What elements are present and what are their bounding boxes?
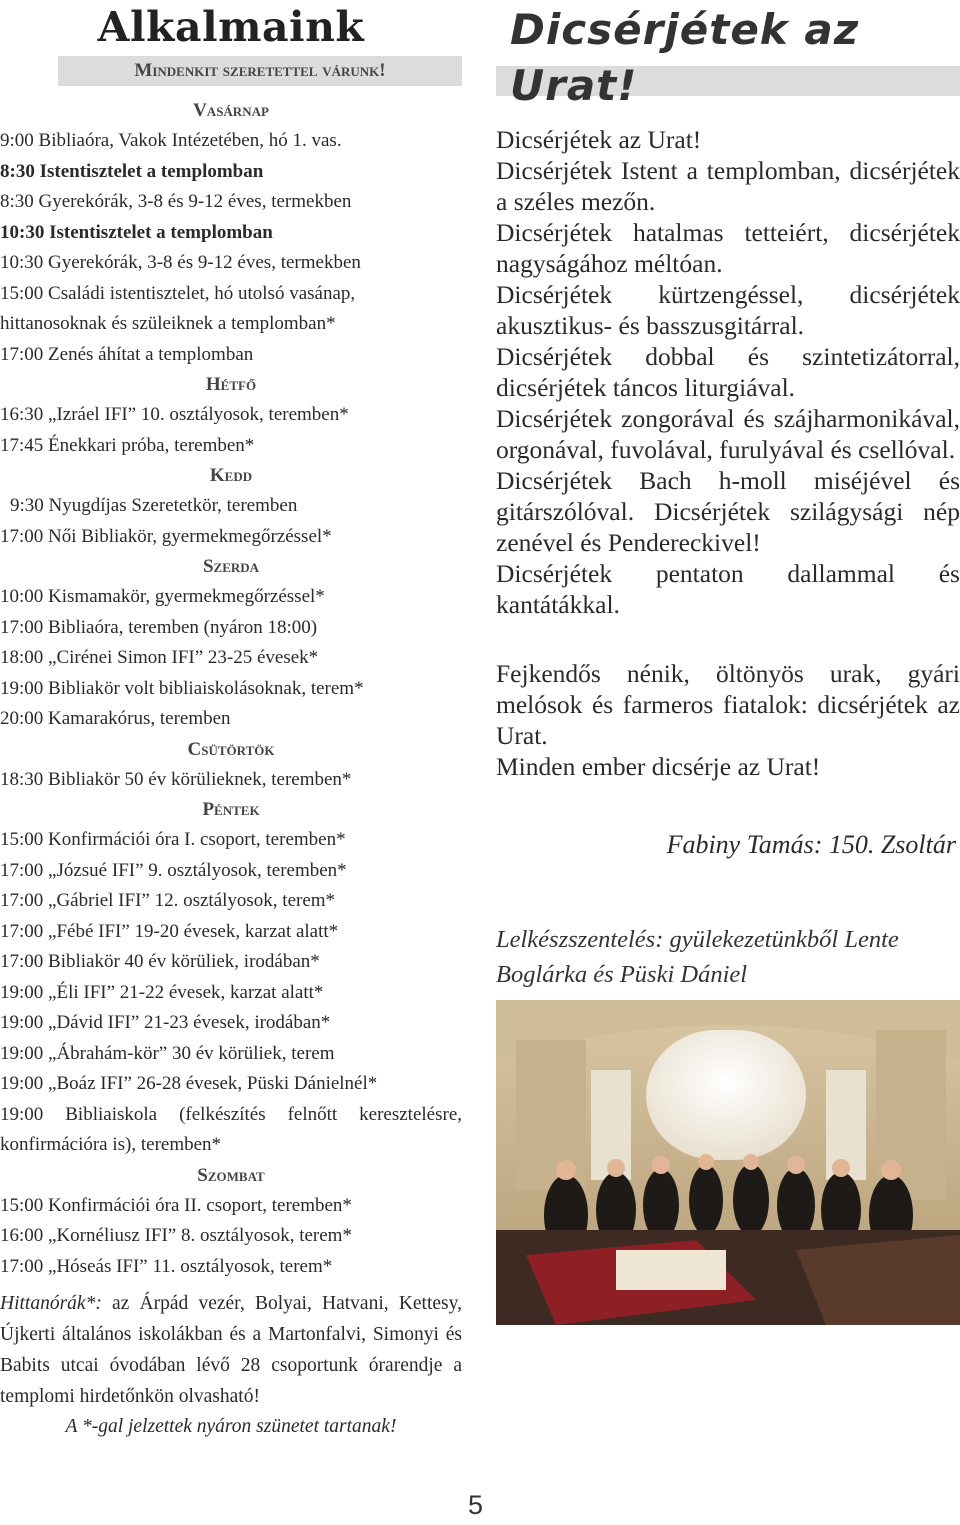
psalm-line: Dicsérjétek dobbal és szintetizátorral, dicsérjétek táncos liturgiával.: [496, 342, 960, 402]
schedule-item: 8:30 Istentisztelet a templomban: [0, 160, 264, 182]
schedule-item: 19:00 „Boáz IFI” 26-28 évesek, Püski Dánielnél*: [0, 1073, 378, 1094]
schedule-item: 17:00 „Fébé IFI” 19-20 évesek, karzat alatt*: [0, 920, 339, 942]
schedule-item: 10:30 Gyerekórák, 3-8 és 9-12 éves, termekben: [0, 252, 361, 273]
schedule-item: 17:00 Női Bibliakör, gyermekmegőrzéssel*: [0, 525, 332, 547]
schedule-item: 18:30 Bibliakör 50 év körülieknek, teremben*: [0, 768, 352, 790]
psalm-line: Dicsérjétek Istent a templomban, dicsérjétek a széles mezőn.: [496, 156, 960, 216]
schedule-item: hittanosoknak és szüleiknek a templomban*: [0, 313, 336, 334]
schedule-item: 9:00 Bibliaóra, Vakok Intézetében, hó 1. vas.: [0, 130, 342, 151]
schedule-item: 19:00 „Éli IFI” 21-22 évesek, karzat alatt*: [0, 981, 324, 1003]
psalm-title: Dicsérjétek az Urat!: [510, 5, 860, 110]
schedule-item: 17:00 „Gábriel IFI” 12. osztályosok, terem*: [0, 890, 336, 911]
schedule-item: 18:00 „Cirénei Simon IFI” 23-25 évesek*: [0, 647, 319, 668]
schedule-item: 15:00 Konfirmációi óra II. csoport, teremben*: [0, 1194, 352, 1216]
ordination-photo: [496, 1000, 960, 1325]
day-heading: Vasárnap: [193, 100, 269, 121]
schedule-item: 10:00 Kismamakör, gyermekmegőrzéssel*: [0, 586, 325, 607]
schedule-item: 19:00 „Ábrahám-kör” 30 év körüliek, terem: [0, 1042, 335, 1064]
schedule-item: 15:00 Családi istentisztelet, hó utolsó vasánap,: [0, 282, 356, 304]
day-heading: Szombat: [197, 1164, 265, 1186]
psalm-line: Dicsérjétek pentaton dallammal és kantátákkal.: [496, 559, 960, 619]
schedule-item: 10:30 Istentisztelet a templomban: [0, 221, 273, 243]
day-heading: Péntek: [202, 799, 260, 820]
schedule-item: 15:00 Konfirmációi óra I. csoport, teremben*: [0, 829, 346, 850]
schedule-item: 16:00 „Kornéliusz IFI” 8. osztályosok, terem*: [0, 1225, 352, 1246]
psalm-text-2: [496, 658, 960, 782]
psalm-line: Dicsérjétek Bach h-moll miséjével és gitárszólóval. Dicsérjétek szilágysági nép zenével és Pendereckivel!: [496, 466, 960, 557]
psalm-text: [496, 124, 960, 620]
schedule-item: 9:30 Nyugdíjas Szeretetkör, teremben: [10, 495, 298, 516]
schedule-item: 20:00 Kamarakórus, teremben: [0, 708, 231, 729]
schedule-column: [0, 0, 462, 1438]
weekly-schedule: [0, 96, 462, 1282]
note-label: Hittanórák*:: [0, 1293, 102, 1314]
day-heading: Kedd: [209, 465, 253, 486]
note-text: az Árpád vezér, Bolyai, Hatvani, Kettesy, Újkerti általános iskolákban és a Martonfalvi, Simonyi és Babits utcai óvodában lévő 28 csoportunk órarendje a templomi hirdetőnkön olvasható!: [0, 1293, 462, 1407]
psalm-line: Dicsérjétek kürtzengéssel, dicsérjétek akusztikus- és basszusgitárral.: [496, 280, 960, 340]
photo-caption: Lelkészszentelés: gyülekezetünkből Lente Boglárka és Püski Dániel: [496, 926, 899, 988]
day-heading: Csütörtök: [187, 738, 275, 760]
psalm-line: Dicsérjétek az Urat!: [496, 125, 702, 154]
schedule-item: 19:00 Bibliaiskola (felkészítés felnőtt keresztelésre, konfirmációra is), teremben*: [0, 1103, 462, 1155]
day-heading: Szerda: [202, 556, 260, 577]
schedule-item: 19:00 „Dávid IFI” 21-23 évesek, irodában*: [0, 1012, 331, 1033]
psalm-author: Fabiny Tamás: 150. Zsoltár: [666, 830, 956, 859]
summer-note: A *-gal jelzettek nyáron szünetet tartanak!: [65, 1416, 397, 1437]
psalm-line: Dicsérjétek zongorával és szájharmonikával, orgonával, fuvolával, furulyával és csellóval.: [496, 404, 960, 464]
hittan-note: [0, 1288, 462, 1412]
schedule-item: 19:00 Bibliakör volt bibliaiskolásoknak, terem*: [0, 677, 364, 699]
psalm-column: [496, 0, 960, 1325]
schedule-item: 8:30 Gyerekórák, 3-8 és 9-12 éves, termekben: [0, 191, 352, 212]
page-title: Alkalmaink: [97, 3, 365, 51]
schedule-item: 17:00 „Hóseás IFI” 11. osztályosok, terem*: [0, 1255, 333, 1277]
psalm-line: Minden ember dicsérje az Urat!: [496, 752, 821, 781]
schedule-item: 17:00 Zenés áhítat a templomban: [0, 343, 254, 365]
schedule-item: 17:00 Bibliakör 40 év körüliek, irodában*: [0, 951, 320, 972]
schedule-item: 17:00 „Józsué IFI” 9. osztályosok, teremben*: [0, 859, 347, 881]
psalm-line: Dicsérjétek hatalmas tetteiért, dicsérjétek nagyságához méltóan.: [496, 218, 960, 278]
page-number: 5: [468, 1490, 484, 1520]
subtitle-band: Mindenkit szeretettel várunk!: [58, 56, 462, 86]
schedule-item: 17:45 Énekkari próba, teremben*: [0, 434, 255, 456]
schedule-item: 17:00 Bibliaóra, teremben (nyáron 18:00): [0, 616, 318, 638]
schedule-item: 16:30 „Izráel IFI” 10. osztályosok, teremben*: [0, 404, 349, 425]
day-heading: Hétfő: [205, 374, 257, 395]
psalm-line: Fejkendős nénik, öltönyös urak, gyári melósok és farmeros fiatalok: dicsérjétek az Urat.: [496, 659, 960, 750]
